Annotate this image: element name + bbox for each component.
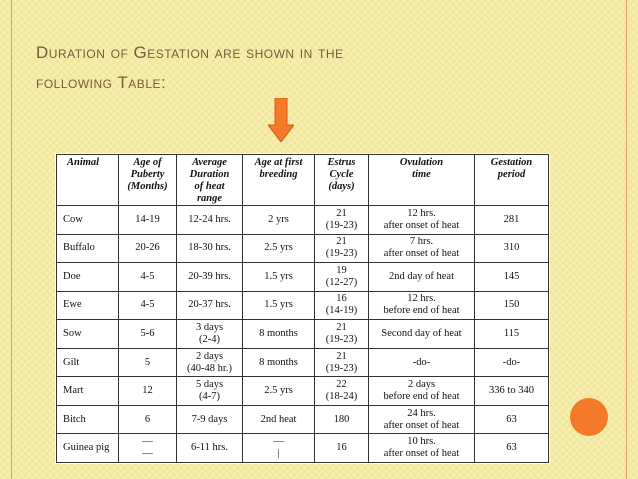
table-cell — [243, 405, 315, 434]
table-cell-text: 63 — [506, 442, 517, 454]
table-cell-text: after onset of heat — [383, 219, 460, 231]
table-cell-text: 5 days — [195, 379, 224, 391]
table-cell-text: 2.5 yrs — [264, 242, 293, 254]
table-cell-text: 12-24 hrs. — [188, 213, 231, 225]
table-cell-text: after onset of heat — [383, 419, 460, 431]
table-cell — [369, 348, 475, 377]
table-cell — [475, 320, 549, 349]
table-cell-text: — — [142, 436, 153, 448]
slide-title — [36, 38, 596, 98]
table-row — [57, 405, 549, 434]
table-cell — [243, 320, 315, 349]
table-cell — [119, 234, 177, 263]
column-header-text: range — [196, 193, 223, 204]
column-header — [369, 155, 475, 206]
table-cell — [315, 434, 369, 463]
table-cell-text: 5-6 — [140, 327, 155, 339]
table-cell-text: 3 days — [195, 321, 224, 333]
column-header-text: (Months) — [127, 181, 168, 192]
table-cell — [315, 263, 369, 292]
table-cell — [475, 263, 549, 292]
table-cell — [57, 206, 119, 235]
table-cell — [57, 377, 119, 406]
table-cell — [243, 234, 315, 263]
table-cell — [57, 291, 119, 320]
table-cell-text: 2.5 yrs — [264, 385, 293, 397]
table-cell-text: 22 — [336, 379, 347, 391]
column-header — [315, 155, 369, 206]
table-cell-text: 24 hrs. — [407, 407, 436, 419]
table-cell — [177, 348, 243, 377]
table-cell-text: 5 — [144, 356, 151, 368]
table-cell — [119, 206, 177, 235]
table-cell-text: 4-5 — [140, 299, 155, 311]
table-row — [57, 234, 549, 263]
table-cell — [475, 377, 549, 406]
table-cell — [315, 405, 369, 434]
table-cell — [315, 320, 369, 349]
table-cell — [177, 405, 243, 434]
table-cell-text: 21 — [336, 207, 347, 219]
column-header-text: (days) — [328, 181, 355, 192]
table-cell — [369, 377, 475, 406]
table-cell — [315, 348, 369, 377]
table-cell — [475, 206, 549, 235]
table-cell — [369, 405, 475, 434]
column-header-text: Gestation — [490, 157, 533, 168]
column-header — [177, 155, 243, 206]
table-cell-text: 12 hrs. — [407, 293, 436, 305]
table-cell — [119, 291, 177, 320]
table-cell-text: 12 — [142, 385, 153, 397]
table-cell — [315, 377, 369, 406]
table-cell-text: 6 — [144, 413, 151, 425]
table-cell-text: 115 — [503, 327, 520, 339]
table-cell-text: (12-27) — [325, 276, 358, 288]
column-header — [243, 155, 315, 206]
table-cell-text: 14-19 — [135, 213, 160, 225]
table-cell-text: 21 — [336, 321, 347, 333]
table-cell — [177, 320, 243, 349]
table-cell-text: 21 — [336, 350, 347, 362]
table-cell-text: 2 days — [407, 379, 436, 391]
table-cell-text: (19-23) — [325, 333, 358, 345]
table-cell — [243, 291, 315, 320]
column-header — [119, 155, 177, 206]
table-cell-text: 150 — [503, 299, 520, 311]
table-cell — [243, 434, 315, 463]
table-cell-text: 12 hrs. — [407, 207, 436, 219]
table-cell — [177, 291, 243, 320]
table-cell — [315, 234, 369, 263]
table-cell — [475, 291, 549, 320]
column-header-text: Cycle — [329, 169, 354, 180]
left-border-line — [11, 0, 12, 479]
table-cell-text: 16 — [336, 442, 347, 454]
table-cell-text: 2 days — [195, 350, 224, 362]
table-row — [57, 348, 549, 377]
column-header-text: Age of — [133, 157, 162, 168]
column-header — [475, 155, 549, 206]
table-cell — [243, 377, 315, 406]
table-cell-text: (40-48 hr.) — [187, 362, 232, 374]
slide-title-line1: Duration of Gestation are shown in the — [36, 43, 344, 62]
table-cell — [119, 377, 177, 406]
table-cell — [119, 320, 177, 349]
table-cell-text: before end of heat — [383, 391, 460, 403]
table-cell — [369, 291, 475, 320]
table-cell-text: (4-7) — [199, 391, 220, 403]
table-cell-text: 19 — [336, 264, 347, 276]
table-cell — [119, 434, 177, 463]
table-cell — [57, 434, 119, 463]
table-cell-text: -do- — [412, 356, 431, 368]
table-row — [57, 291, 549, 320]
table-cell-text: 2 yrs — [268, 213, 289, 225]
table-cell-text: 7-9 days — [191, 413, 228, 425]
column-header-text: Age at first — [254, 157, 303, 168]
table-cell-text: | — [277, 448, 280, 460]
table-cell-text: after onset of heat — [383, 448, 460, 460]
table-cell-text: 180 — [333, 413, 350, 425]
table-cell — [119, 405, 177, 434]
table-cell-text: (2-4) — [199, 333, 220, 345]
table-cell-text: Guinea pig — [63, 442, 110, 454]
table-cell — [369, 434, 475, 463]
table-cell-text: 7 hrs. — [409, 236, 434, 248]
table-cell — [369, 234, 475, 263]
table-cell — [57, 320, 119, 349]
table-cell — [243, 206, 315, 235]
slide-title-line2: following Table: — [36, 73, 167, 92]
table-cell-text: 2nd heat — [260, 413, 297, 425]
table-header-row — [57, 155, 549, 206]
table-cell-text: 8 months — [259, 356, 298, 368]
table-cell-text: 1.5 yrs — [264, 270, 293, 282]
table-cell — [119, 348, 177, 377]
accent-circle — [570, 398, 608, 436]
table-cell-text: (19-23) — [325, 248, 358, 260]
table-row — [57, 263, 549, 292]
table-row — [57, 206, 549, 235]
table-cell-text: Gilt — [63, 356, 80, 368]
column-header-text: breeding — [259, 169, 298, 180]
table-cell — [369, 263, 475, 292]
table-cell — [475, 234, 549, 263]
table-cell — [177, 377, 243, 406]
table-cell-text: Sow — [63, 327, 82, 339]
table-cell — [475, 405, 549, 434]
table-cell — [177, 234, 243, 263]
gestation-table — [56, 154, 549, 463]
table-cell — [475, 348, 549, 377]
table-cell — [177, 206, 243, 235]
table-row — [57, 377, 549, 406]
table-cell-text: Mart — [63, 385, 84, 397]
table-cell-text: Ewe — [63, 299, 82, 311]
table-cell-text: (14-19) — [325, 305, 358, 317]
column-header-text: Puberty — [130, 169, 165, 180]
table-cell — [57, 263, 119, 292]
table-cell-text: Cow — [63, 213, 83, 225]
table-cell-text: 10 hrs. — [407, 436, 436, 448]
column-header-text: Animal — [67, 157, 100, 168]
table-cell-text: -do- — [502, 356, 521, 368]
table-cell-text: 1.5 yrs — [264, 299, 293, 311]
table-cell-text: (19-23) — [325, 219, 358, 231]
table-cell — [177, 434, 243, 463]
column-header — [57, 155, 119, 206]
table-cell — [177, 263, 243, 292]
table-cell-text: Bitch — [63, 413, 86, 425]
table-cell-text: 16 — [336, 293, 347, 305]
column-header-text: of heat — [194, 181, 225, 192]
table-cell-text: Second day of heat — [381, 327, 462, 339]
table-cell-text: (18-24) — [325, 391, 358, 403]
table-cell-text: 20-39 hrs. — [188, 270, 231, 282]
table-cell — [57, 234, 119, 263]
table-cell-text: 336 to 340 — [489, 385, 534, 397]
table-cell — [369, 320, 475, 349]
table-cell-text: 6-11 hrs. — [191, 442, 228, 454]
table-cell-text: 8 months — [259, 327, 298, 339]
right-border-line — [626, 0, 627, 479]
table-row — [57, 320, 549, 349]
down-arrow-icon — [268, 98, 294, 142]
table-cell-text: 4-5 — [140, 270, 155, 282]
column-header-text: Duration — [189, 169, 230, 180]
column-header-text: period — [497, 169, 526, 180]
table-cell-text: (19-23) — [325, 362, 358, 374]
table-cell-text: 18-30 hrs. — [188, 242, 231, 254]
table-cell-text: 63 — [506, 413, 517, 425]
table-cell-text: Doe — [63, 270, 81, 282]
table-cell — [243, 348, 315, 377]
table-cell — [243, 263, 315, 292]
table-cell — [369, 206, 475, 235]
table-cell-text: Buffalo — [63, 242, 95, 254]
gestation-table-image — [55, 153, 550, 464]
table-body — [57, 206, 549, 463]
table-cell-text: 20-37 hrs. — [188, 299, 231, 311]
table-cell-text: — — [273, 436, 284, 448]
table-cell-text: before end of heat — [383, 305, 460, 317]
table-cell-text: 310 — [503, 242, 520, 254]
column-header-text: Ovulation — [399, 157, 444, 168]
table-cell — [119, 263, 177, 292]
column-header-text: Estrus — [327, 157, 356, 168]
table-cell-text: 2nd day of heat — [388, 270, 455, 282]
table-cell-text: 20-26 — [135, 242, 160, 254]
table-cell — [475, 434, 549, 463]
table-cell-text: after onset of heat — [383, 248, 460, 260]
table-cell — [57, 405, 119, 434]
table-row — [57, 434, 549, 463]
table-cell-text: — — [142, 448, 153, 460]
table-cell-text: 145 — [503, 270, 520, 282]
table-cell — [57, 348, 119, 377]
table-cell-text: 281 — [503, 213, 520, 225]
table-cell — [315, 291, 369, 320]
column-header-text: time — [412, 169, 431, 180]
table-cell-text: 21 — [336, 236, 347, 248]
column-header-text: Average — [192, 157, 227, 168]
table-cell — [315, 206, 369, 235]
